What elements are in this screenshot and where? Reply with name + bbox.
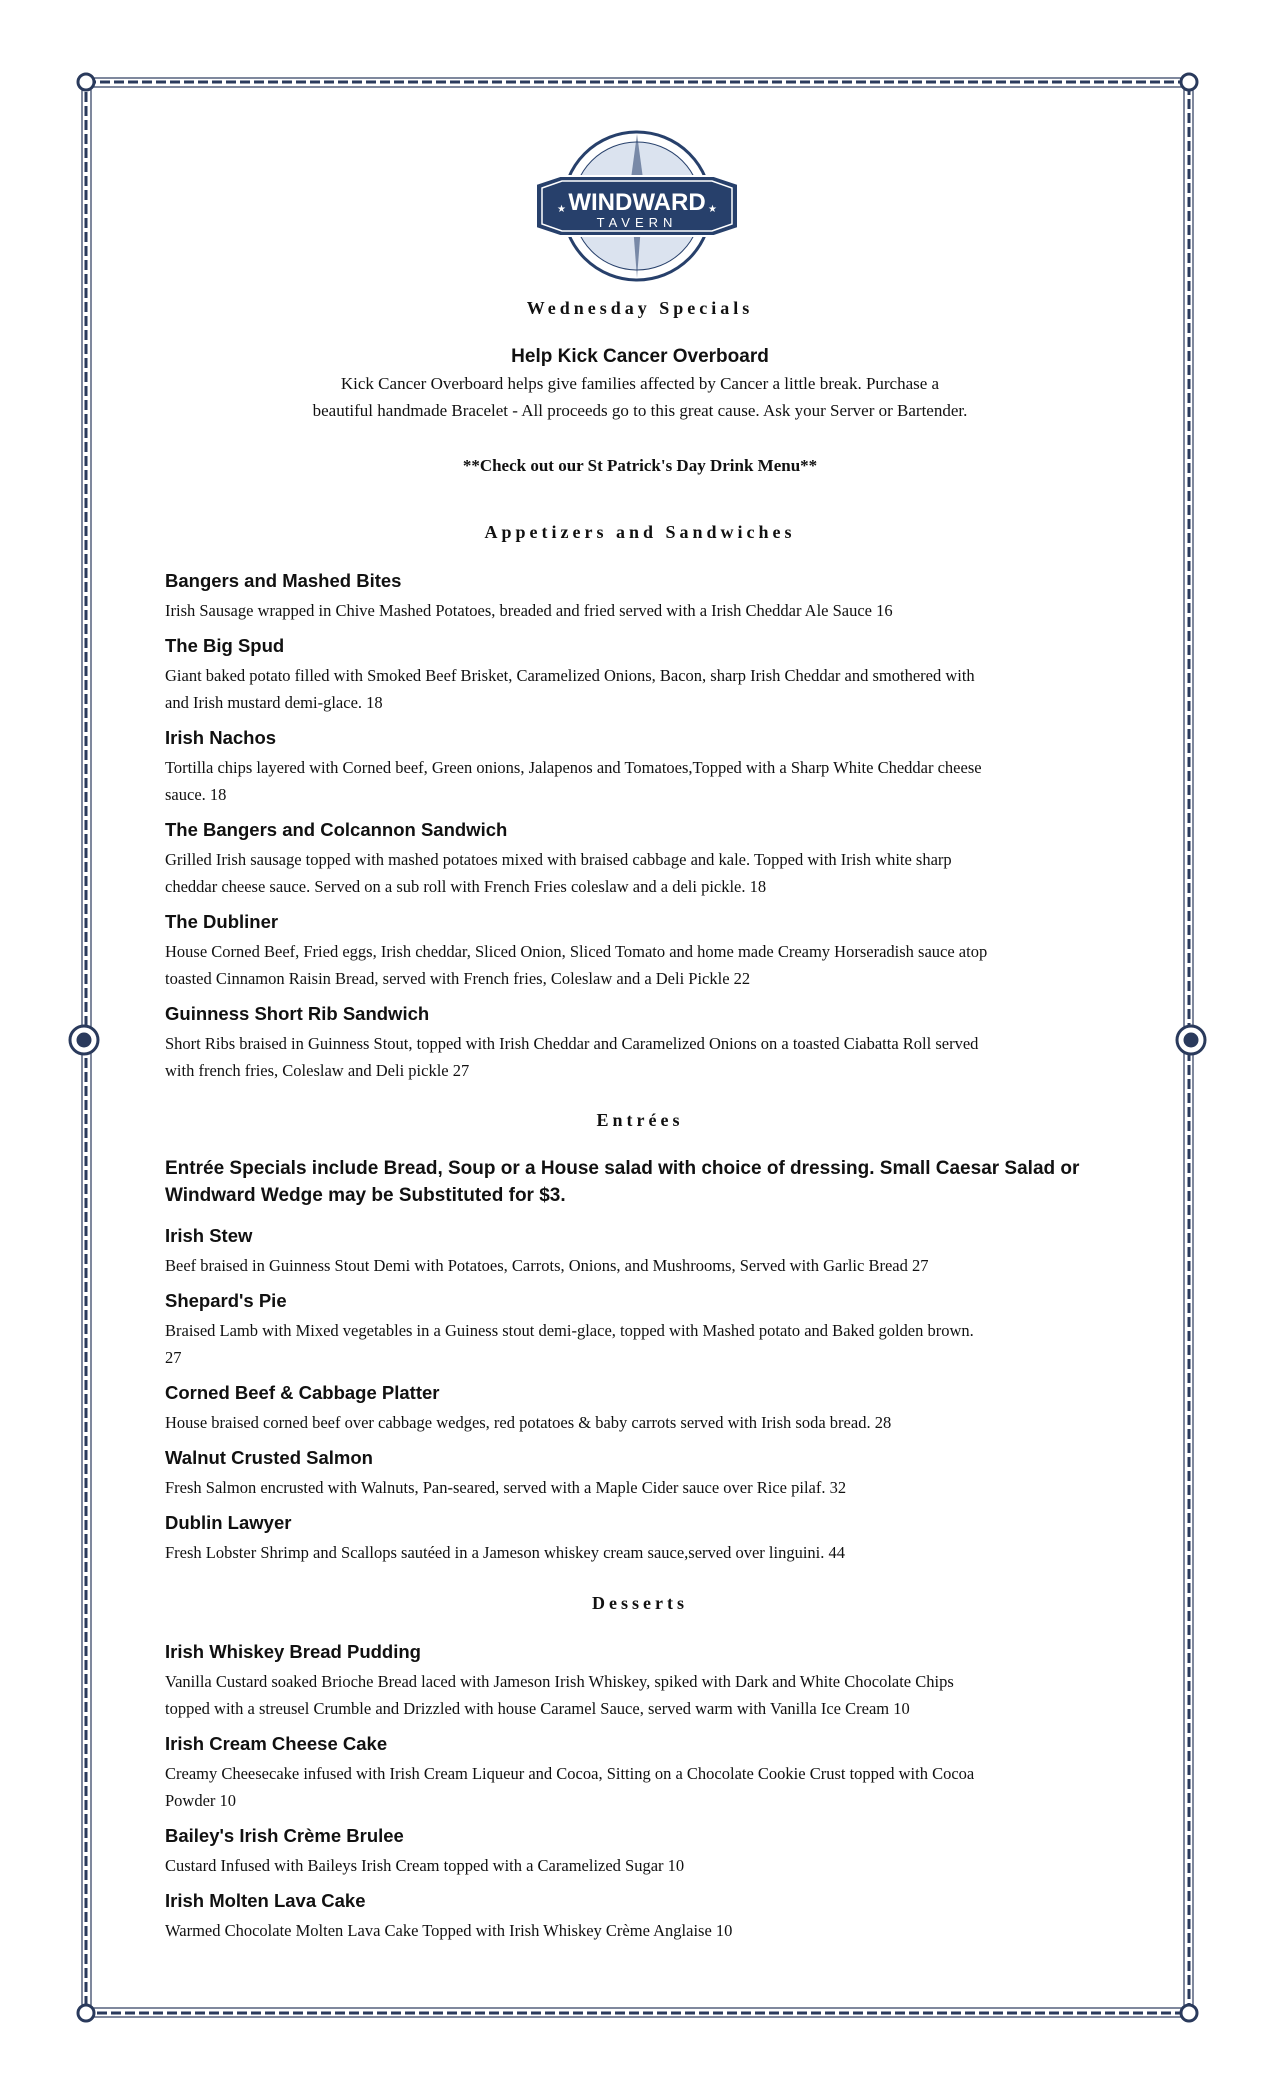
section-heading-desserts: Desserts [592, 1593, 688, 1613]
item-description: 27 [165, 1348, 182, 1367]
item-description: Beef braised in Guinness Stout Demi with Potatoes, Carrots, Onions, and Mushrooms, Served with Garlic Bread 27 [165, 1256, 929, 1275]
menu-item [165, 1640, 1115, 1722]
item-description: topped with a streusel Crumble and Drizzled with house Caramel Sauce, served warm with Vanilla Ice Cream 10 [165, 1699, 910, 1718]
menu-item [165, 569, 1115, 624]
item-name: Bailey's Irish Crème Brulee [165, 1825, 404, 1846]
rope-medallion-right [1177, 1026, 1205, 1054]
item-description: Short Ribs braised in Guinness Stout, topped with Irish Cheddar and Caramelized Onions on a toasted Ciabatta Roll served [165, 1034, 979, 1053]
menu-item [165, 1889, 1115, 1944]
item-description: Fresh Salmon encrusted with Walnuts, Pan-seared, served with a Maple Cider sauce over Rice pilaf. 32 [165, 1478, 847, 1497]
item-description: House braised corned beef over cabbage wedges, red potatoes & baby carrots served with Irish soda bread. 28 [165, 1413, 892, 1432]
item-description: Giant baked potato filled with Smoked Beef Brisket, Caramelized Onions, Bacon, sharp Irish Cheddar and smothered with [165, 666, 975, 685]
item-description: Vanilla Custard soaked Brioche Bread laced with Jameson Irish Whiskey, spiked with Dark and White Chocolate Chips [165, 1672, 954, 1691]
item-name: Guinness Short Rib Sandwich [165, 1003, 430, 1024]
item-name: Corned Beef & Cabbage Platter [165, 1382, 440, 1403]
menu-item [165, 910, 1115, 992]
item-name: Dublin Lawyer [165, 1512, 292, 1533]
menu-item [165, 1824, 1115, 1879]
menu-item [165, 1511, 1115, 1566]
drink-menu-note: **Check out our St Patrick's Day Drink Menu** [462, 456, 818, 475]
item-name: The Dubliner [165, 911, 279, 932]
item-description: and Irish mustard demi-glace. 18 [165, 693, 383, 712]
logo-line2: TAVERN [596, 215, 678, 230]
item-description: with french fries, Coleslaw and Deli pickle 27 [165, 1061, 470, 1080]
item-name: Irish Nachos [165, 727, 277, 748]
item-description: Powder 10 [165, 1791, 237, 1810]
item-name: The Big Spud [165, 635, 285, 656]
page-title: Wednesday Specials [526, 298, 754, 318]
item-description: Braised Lamb with Mixed vegetables in a Guiness stout demi-glace, topped with Mashed potato and Baked golden brown. [165, 1321, 974, 1340]
windward-tavern-logo [522, 126, 752, 286]
menu-item [165, 634, 1115, 716]
item-name: Walnut Crusted Salmon [165, 1447, 373, 1468]
item-description: Grilled Irish sausage topped with mashed potatoes mixed with braised cabbage and kale. Topped with Irish white sharp [165, 850, 952, 869]
item-description: Custard Infused with Baileys Irish Cream topped with a Caramelized Sugar 10 [165, 1856, 685, 1875]
section-heading-entrees: Entrées [596, 1110, 684, 1130]
item-name: The Bangers and Colcannon Sandwich [165, 819, 508, 840]
item-name: Irish Stew [165, 1225, 253, 1246]
menu-item [165, 1289, 1115, 1371]
entree-note: Entrée Specials include Bread, Soup or a House salad with choice of dressing. Small Caesar Salad or Windward Wedge may be Substituted for $3. [165, 1158, 1080, 1206]
svg-text:★: ★ [557, 204, 566, 215]
menu-item [165, 818, 1115, 900]
menu-item [165, 1002, 1115, 1084]
item-description: Fresh Lobster Shrimp and Scallops sautéed in a Jameson whiskey cream sauce,served over linguini. 44 [165, 1543, 846, 1562]
item-name: Irish Cream Cheese Cake [165, 1733, 388, 1754]
item-name: Irish Whiskey Bread Pudding [165, 1641, 421, 1662]
promo-title: Help Kick Cancer Overboard [511, 346, 769, 367]
item-description: toasted Cinnamon Raisin Bread, served with French fries, Coleslaw and a Deli Pickle 22 [165, 969, 751, 988]
svg-text:★: ★ [708, 204, 717, 215]
item-description: Irish Sausage wrapped in Chive Mashed Potatoes, breaded and fried served with a Irish Cheddar Ale Sauce 16 [165, 601, 893, 620]
item-description: Creamy Cheesecake infused with Irish Cream Liqueur and Cocoa, Sitting on a Chocolate Cookie Crust topped with Cocoa [165, 1764, 975, 1783]
item-description: House Corned Beef, Fried eggs, Irish cheddar, Sliced Onion, Sliced Tomato and home made Creamy Horseradish sauce atop [165, 942, 988, 961]
rope-medallion-left [70, 1026, 98, 1054]
menu-item [165, 1224, 1115, 1279]
item-name: Irish Molten Lava Cake [165, 1890, 366, 1911]
item-description: cheddar cheese sauce. Served on a sub roll with French Fries coleslaw and a deli pickle. 18 [165, 877, 767, 896]
item-description: Tortilla chips layered with Corned beef, Green onions, Jalapenos and Tomatoes,Topped with a Sharp White Cheddar cheese [165, 758, 982, 777]
item-description: sauce. 18 [165, 785, 227, 804]
menu-item [165, 1446, 1115, 1501]
item-name: Shepard's Pie [165, 1290, 287, 1311]
logo-line1: WINDWARD [568, 189, 706, 216]
menu-item [165, 726, 1115, 808]
item-name: Bangers and Mashed Bites [165, 570, 402, 591]
item-description: Warmed Chocolate Molten Lava Cake Topped with Irish Whiskey Crème Anglaise 10 [165, 1921, 733, 1940]
menu-item [165, 1732, 1115, 1814]
promo-body: Kick Cancer Overboard helps give families affected by Cancer a little break. Purchase a beautiful handmade Bracelet - All proceeds go to this great cause. Ask your Server or Bartender. [312, 374, 968, 420]
menu-item [165, 1381, 1115, 1436]
section-heading-appetizers: Appetizers and Sandwiches [484, 522, 796, 542]
